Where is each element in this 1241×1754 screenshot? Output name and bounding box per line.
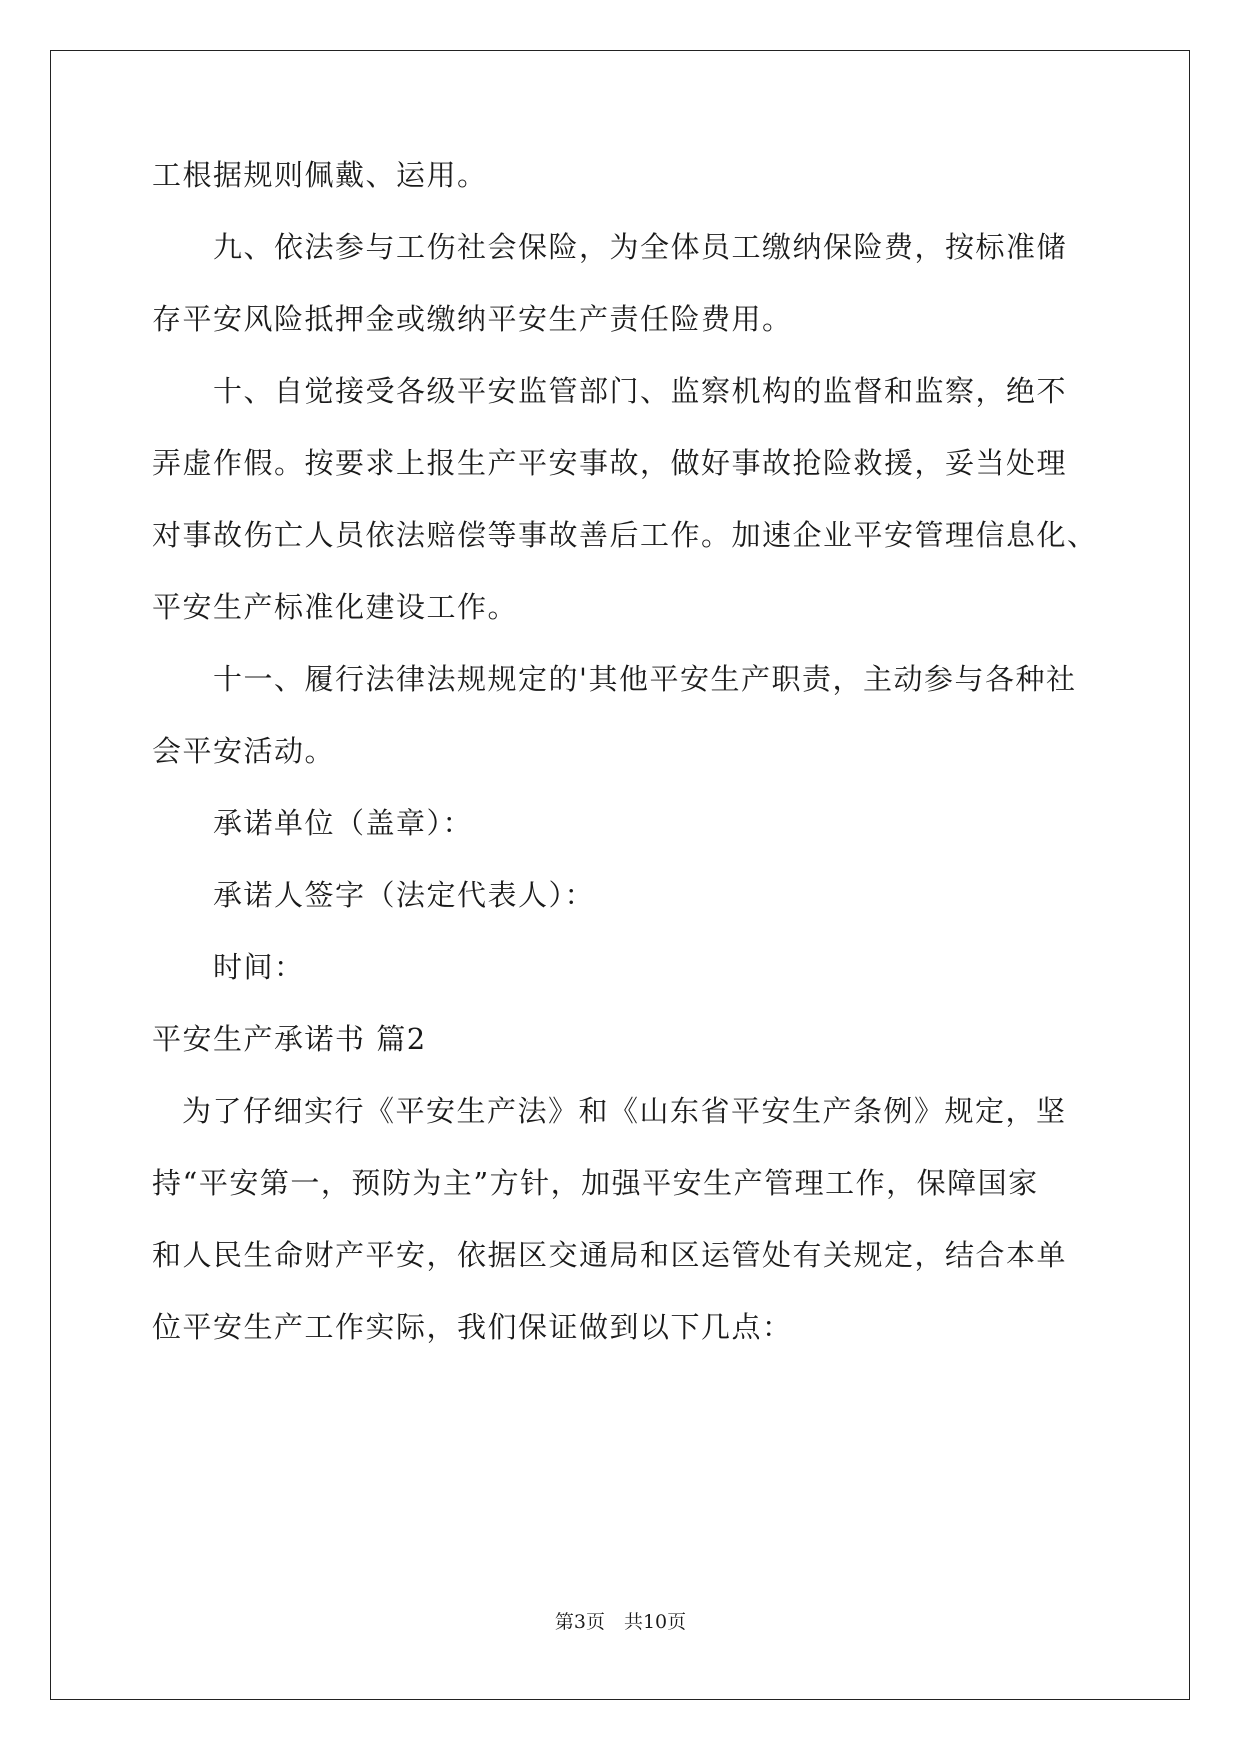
- text-line: 存平安风险抵押金或缴纳平安生产责任险费用。: [152, 302, 793, 336]
- text-line: 九、依法参与工伤社会保险，为全体员工缴纳保险费，按标准储: [213, 230, 1068, 264]
- text-line: 持“平安第一，预防为主”方针，加强平安生产管理工作，保障国家: [152, 1166, 1039, 1200]
- signature-unit-label: 承诺单位（盖章）：: [213, 806, 474, 840]
- text-line: 对事故伤亡人员依法赔偿等事故善后工作。加速企业平安管理信息化、: [152, 518, 1098, 552]
- text-line: 会平安活动。: [152, 734, 336, 768]
- text-line: 十、自觉接受各级平安监管部门、监察机构的监督和监察，绝不: [213, 374, 1068, 408]
- page-number: 第3页 共10页: [554, 1611, 687, 1633]
- text-line: 位平安生产工作实际，我们保证做到以下几点：: [152, 1310, 793, 1344]
- text-line: 为了仔细实行《平安生产法》和《山东省平安生产条例》规定，坚: [182, 1094, 1067, 1128]
- text-line: 和人民生命财产平安，依据区交通局和区运管处有关规定，结合本单: [152, 1238, 1068, 1272]
- text-line: 工根据规则佩戴、运用。: [152, 158, 488, 192]
- section-heading: 平安生产承诺书 篇2: [152, 1022, 427, 1056]
- text-line: 弄虚作假。按要求上报生产平安事故，做好事故抢险救援，妥当处理: [152, 446, 1068, 480]
- signature-person-label: 承诺人签字（法定代表人）：: [213, 878, 596, 912]
- text-line: 十一、履行法律法规规定的'其他平安生产职责，主动参与各种社: [213, 662, 1077, 696]
- date-label: 时间：: [213, 950, 305, 984]
- text-line: 平安生产标准化建设工作。: [152, 590, 519, 624]
